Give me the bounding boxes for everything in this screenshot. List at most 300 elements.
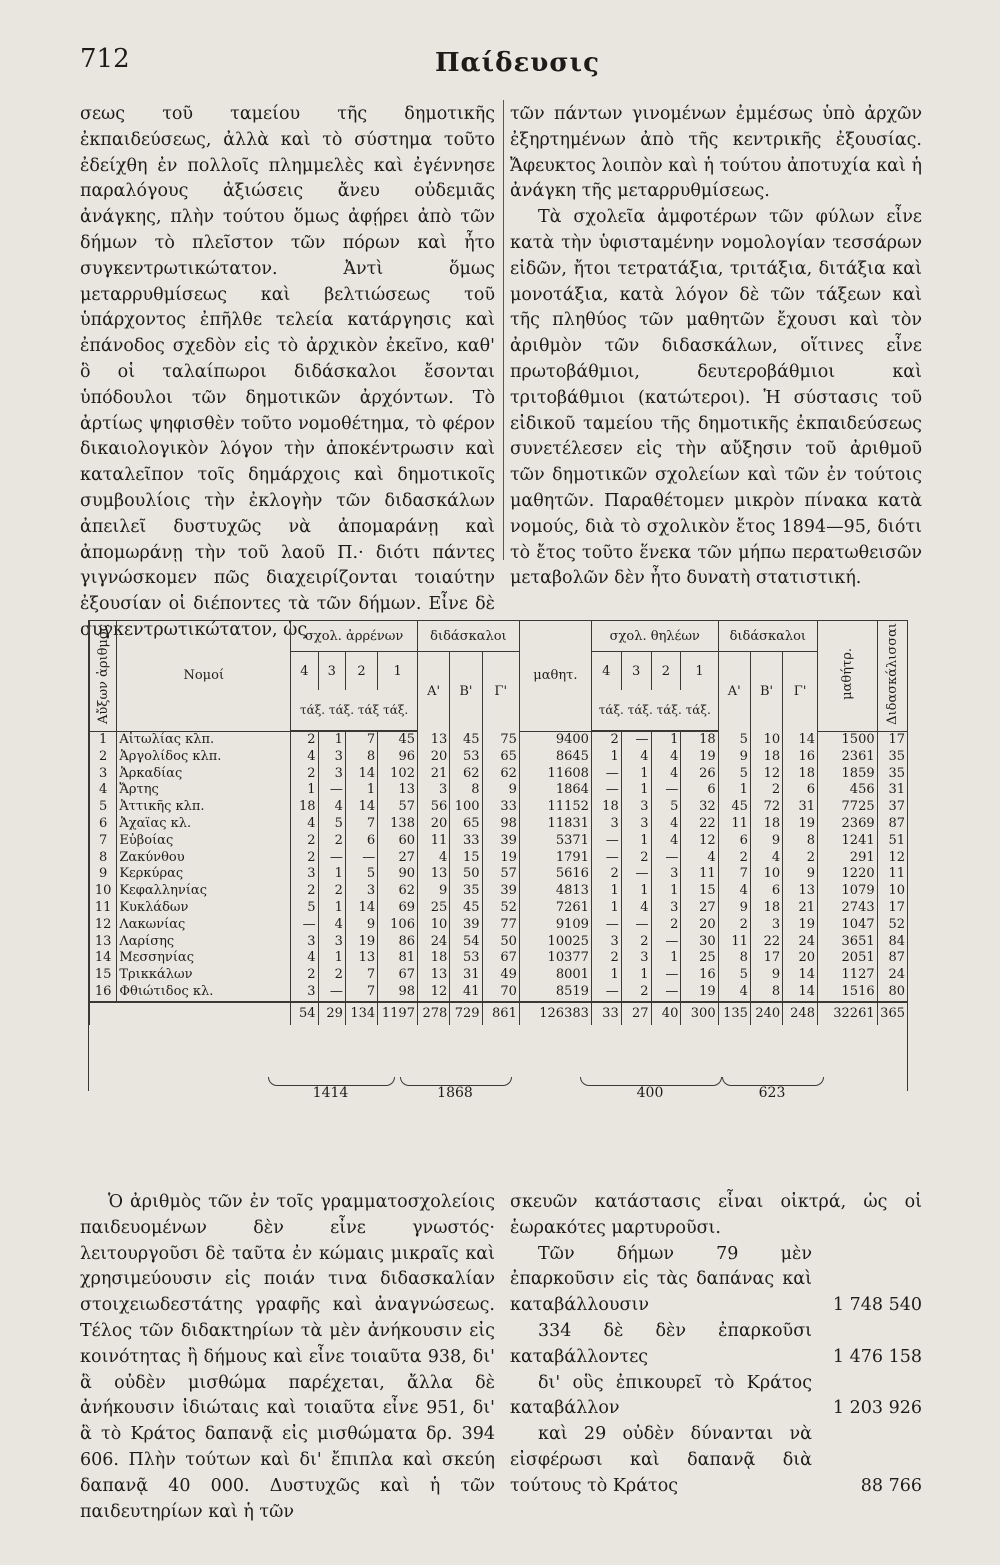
table-cell: 17 — [877, 900, 907, 917]
total-cell: 27 — [621, 1002, 651, 1025]
table-cell: 4 — [718, 984, 750, 1002]
table-cell: 1859 — [818, 766, 878, 783]
table-cell: 25 — [417, 900, 449, 917]
table-cell: 1 — [591, 749, 621, 766]
table-cell: 2 — [718, 917, 750, 934]
header-boys-1: 1 — [378, 652, 418, 691]
table-cell: 37 — [877, 799, 907, 816]
table-cell: 1 — [651, 950, 681, 967]
page-header — [80, 44, 920, 84]
table-cell: 1 — [651, 883, 681, 900]
table-cell: 1079 — [818, 883, 878, 900]
paragraph: σκευῶν κατάστασις εἶναι οἰκτρά, ὡς οἱ ἑωρακότες μαρτυροῦσι. — [510, 1192, 922, 1238]
table-cell: 27 — [681, 900, 718, 917]
total-cell: 240 — [750, 1002, 782, 1025]
table-cell: — — [651, 967, 681, 984]
table-cell: 57 — [482, 866, 519, 883]
table-cell: 52 — [482, 900, 519, 917]
table-cell: 80 — [877, 984, 907, 1002]
ledger-row — [510, 1319, 922, 1371]
table-cell: 4 — [718, 883, 750, 900]
table-cell: 21 — [783, 900, 818, 917]
table-cell: 49 — [482, 967, 519, 984]
table-cell: 11 — [718, 934, 750, 951]
header-girls-schools: σχολ. θηλέων — [591, 621, 718, 652]
table-cell: 3 — [318, 934, 345, 951]
table-cell: 8 — [750, 984, 782, 1002]
ledger-text: 334 δὲ δὲν ἐπαρκοῦσι καταβάλλοντες — [510, 1320, 812, 1367]
table-cell: 1 — [591, 900, 621, 917]
table-row — [90, 967, 908, 984]
ledger-amount: 1 203 926 — [832, 1398, 922, 1419]
ledger-row — [510, 1422, 922, 1499]
table-cell: 14 — [783, 967, 818, 984]
table-cell: 1791 — [519, 850, 591, 867]
table-cell: 50 — [482, 934, 519, 951]
table-cell: 45 — [450, 731, 482, 749]
total-cell: 861 — [482, 1002, 519, 1025]
table-cell: 11608 — [519, 766, 591, 783]
table-cell: 2 — [318, 883, 345, 900]
ledger-amount: 88 766 — [860, 1475, 922, 1496]
table-cell: 14 — [345, 799, 377, 816]
table-cell: 24 — [783, 934, 818, 951]
table-cell: 13 — [378, 782, 418, 799]
table-cell: — — [651, 850, 681, 867]
table-cell: 62 — [482, 766, 519, 783]
table-row — [90, 866, 908, 883]
ledger-amount: 1 748 540 — [832, 1295, 922, 1316]
table-cell: 2 — [318, 833, 345, 850]
table-cell: — — [651, 984, 681, 1002]
table-cell: 9 — [750, 833, 782, 850]
table-cell: 19 — [783, 917, 818, 934]
ledger-text: δι' οὓς ἐπικουρεῖ τὸ Κράτος καταβάλλον — [510, 1372, 812, 1419]
table-cell: 62 — [450, 766, 482, 783]
table-cell: 3 — [345, 883, 377, 900]
table-cell: 5 — [718, 766, 750, 783]
nomos-name: Ἀχαΐας κλ. — [117, 816, 291, 833]
table-cell: 2 — [621, 850, 651, 867]
table-cell: 3 — [591, 934, 621, 951]
table-cell: 3 — [621, 950, 651, 967]
table-cell: 9 — [783, 866, 818, 883]
table-cell: 19 — [345, 934, 377, 951]
table-cell: 11152 — [519, 799, 591, 816]
table-cell: 81 — [378, 950, 418, 967]
table-cell: 60 — [378, 833, 418, 850]
table-cell: 62 — [378, 883, 418, 900]
header-boys-grades: τάξ. τάξ. τάξ τάξ. — [291, 690, 418, 731]
total-cell: 32261 — [818, 1002, 878, 1025]
table-cell: 4 — [291, 749, 318, 766]
row-index: 5 — [90, 799, 117, 816]
table-cell: 3 — [750, 917, 782, 934]
header-nomos: Νομοί — [117, 621, 291, 731]
table-cell: 39 — [482, 833, 519, 850]
table-cell: — — [318, 782, 345, 799]
table-cell: 4 — [651, 749, 681, 766]
table-row — [90, 749, 908, 766]
table-cell: 2743 — [818, 900, 878, 917]
row-index: 8 — [90, 850, 117, 867]
table-cell: 11831 — [519, 816, 591, 833]
table-cell: 14 — [345, 766, 377, 783]
table-cell: — — [651, 782, 681, 799]
table-cell: 5 — [291, 900, 318, 917]
table-cell: 4 — [750, 850, 782, 867]
table-cell: 11 — [877, 866, 907, 883]
column-left-top — [80, 102, 495, 644]
table-cell: 5371 — [519, 833, 591, 850]
table-cell: — — [591, 917, 621, 934]
nomos-name: Ζακύνθου — [117, 850, 291, 867]
table-cell: 98 — [378, 984, 418, 1002]
table-cell: 1241 — [818, 833, 878, 850]
table-cell: 1 — [621, 782, 651, 799]
table-cell: 2 — [651, 917, 681, 934]
total-cell: 365 — [877, 1002, 907, 1025]
nomos-name: Τρικκάλων — [117, 967, 291, 984]
table-cell: 21 — [417, 766, 449, 783]
table-cell: 6 — [681, 782, 718, 799]
table-cell: 3 — [291, 934, 318, 951]
table-cell: 18 — [291, 799, 318, 816]
table-cell: 2051 — [818, 950, 878, 967]
table-cell: 9 — [750, 967, 782, 984]
column-left-bottom — [80, 1190, 495, 1525]
header-pupils: μαθητ. — [519, 621, 591, 731]
ledger-row — [510, 1242, 922, 1319]
table-cell: 18 — [783, 766, 818, 783]
total-cell: 29 — [318, 1002, 345, 1025]
column-right-bottom — [510, 1190, 922, 1500]
header-teacher-a: Α' — [417, 652, 449, 732]
table-cell: 31 — [450, 967, 482, 984]
table-cell: 5 — [318, 816, 345, 833]
table-cell: 24 — [877, 967, 907, 984]
table-cell: 26 — [681, 766, 718, 783]
table-cell: 3 — [651, 866, 681, 883]
ledger-amount: 1 476 158 — [832, 1346, 922, 1367]
table-cell: 65 — [450, 816, 482, 833]
table-cell: 52 — [877, 917, 907, 934]
table-cell: 14 — [783, 731, 818, 749]
table-cell: 4 — [621, 749, 651, 766]
table-cell: 9400 — [519, 731, 591, 749]
table-cell: 2 — [591, 866, 621, 883]
group-total-boys-schools: 1414 — [312, 1085, 349, 1101]
nomos-name: Εὐβοίας — [117, 833, 291, 850]
table-cell: 2 — [783, 850, 818, 867]
statistics-table — [88, 620, 908, 1091]
table-cell: 35 — [877, 749, 907, 766]
table-cell: 2369 — [818, 816, 878, 833]
table-cell: 14 — [345, 900, 377, 917]
table-cell: 6 — [783, 782, 818, 799]
table-cell: 5 — [345, 866, 377, 883]
table-cell: 32 — [681, 799, 718, 816]
table-cell: 1220 — [818, 866, 878, 883]
table-cell: 1 — [651, 731, 681, 749]
table-cell: 7 — [718, 866, 750, 883]
header-pupils-female: μαθήτρ. — [818, 621, 878, 731]
table-cell: 3 — [621, 799, 651, 816]
table-cell: 10377 — [519, 950, 591, 967]
table-cell: 102 — [378, 766, 418, 783]
row-index: 11 — [90, 900, 117, 917]
table-cell: 6 — [345, 833, 377, 850]
table-cell: 5616 — [519, 866, 591, 883]
page-number: 712 — [80, 44, 130, 74]
table-cell: 17 — [750, 950, 782, 967]
table-cell: 2 — [291, 850, 318, 867]
table-cell: 51 — [877, 833, 907, 850]
table-cell: 19 — [681, 749, 718, 766]
table-cell: 2 — [291, 883, 318, 900]
table-cell: 77 — [482, 917, 519, 934]
table-cell: 25 — [681, 950, 718, 967]
table-cell: 4 — [417, 850, 449, 867]
column-right-top — [510, 102, 922, 592]
row-index: 10 — [90, 883, 117, 900]
table-cell: 84 — [877, 934, 907, 951]
table-cell: 4 — [681, 850, 718, 867]
nomos-name: Λακωνίας — [117, 917, 291, 934]
nomos-name: Ἄρτης — [117, 782, 291, 799]
header-girls-grades: τάξ. τάξ. τάξ. τάξ. — [591, 690, 718, 731]
row-index: 3 — [90, 766, 117, 783]
table-cell: 9 — [718, 749, 750, 766]
table-cell: 13 — [417, 967, 449, 984]
table-cell: 19 — [783, 816, 818, 833]
total-cell: 134 — [345, 1002, 377, 1025]
table-cell: 1 — [318, 950, 345, 967]
header-boys-4: 4 — [291, 652, 318, 691]
table-row — [90, 883, 908, 900]
table-cell: 1516 — [818, 984, 878, 1002]
table-cell: 18 — [750, 749, 782, 766]
table-cell: 1 — [621, 833, 651, 850]
total-cell: 1197 — [378, 1002, 418, 1025]
table-row — [90, 900, 908, 917]
table-cell: 5 — [718, 967, 750, 984]
table-cell: 6 — [750, 883, 782, 900]
table-cell: 39 — [482, 883, 519, 900]
table-cell: 9 — [417, 883, 449, 900]
header-teachers-2: διδάσκαλοι — [718, 621, 817, 652]
table-cell: 12 — [877, 850, 907, 867]
nomos-name: Ἀρκαδίας — [117, 766, 291, 783]
group-total-girls-schools: 400 — [636, 1085, 664, 1101]
table-cell: 56 — [417, 799, 449, 816]
table-cell: 5 — [718, 731, 750, 749]
table-cell: 16 — [783, 749, 818, 766]
totals-row — [90, 1002, 908, 1025]
table-cell: 1500 — [818, 731, 878, 749]
table-cell: — — [591, 782, 621, 799]
table-cell: 10 — [417, 917, 449, 934]
table-cell: 7 — [345, 984, 377, 1002]
paragraph: τῶν πάντων γινομένων ἐμμέσως ὑπὸ ἀρχῶν ἐξηρτημένων ἀπὸ τῆς κεντρικῆς ἐξουσίας. Ἄφευκτος λοιπὸν καὶ ἡ τούτου ἀποτυχία καὶ ἡ ἀνάγκη τῆς μεταρρυθμίσεως. — [510, 104, 922, 202]
table-cell: 3 — [291, 984, 318, 1002]
column-divider — [503, 100, 504, 560]
row-index: 15 — [90, 967, 117, 984]
table-cell: 3 — [291, 866, 318, 883]
table-cell: 13 — [783, 883, 818, 900]
paragraph: σεως τοῦ ταμείου τῆς δημοτικῆς ἐκπαιδεύσεως, ἀλλὰ καὶ τὸ σύστημα τοῦτο ἐδείχθη ἐν πολλοῖς πλημμελὲς καὶ ἐγέννησε παραλόγους ἀξιώσεις ἄνευ οὐδεμιᾶς ἀνάγκης, πλὴν τούτου ὅμως ἀφῄρει ἀπὸ τῶν δήμων τὸ πλεῖστον τῶν πόρων καὶ ἦτο συγκεντρωτικώτατον. Ἀντὶ ὅμως μεταρρυθμίσεως καὶ βελτιώσεως τοῦ ὑπάρχοντος ἐπῆλθε τελεία κατάργησις καὶ ἐπάνοδος σχεδὸν εἰς τὸ ἀρχικὸν ἐκεῖνο, καθ' ὃ οἱ ταλαίπωροι διδάσκαλοι ἔσονται ὑπόδουλοι τῶν δημοτικῶν ἀρχόντων. Τὸ ἀρτίως ψηφισθὲν τοῦτο νομοθέτημα, τὸ φέρον δικαιολογικὸν λόγον τὴν ἀποκέντρωσιν καὶ καταλεῖπον τοῖς δημάρχοις καὶ δημοτικοῖς συμβουλίοις τὴν ἐκλογὴν τῶν διδασκάλων ἀπειλεῖ δυστυχῶς νὰ ἀπομαράνῃ καὶ ἀπομωράνῃ τὴν τοῦ λαοῦ Π.· διότι πάντες γιγνώσκομεν πῶς διαχειρίζονται τοιαύτην ἐξουσίαν οἱ διέποντες τὰ τῶν δήμων. Εἶνε δὲ συγκεντρωτικώτατον, ὡς — [80, 104, 495, 640]
paragraph: Τὰ σχολεῖα ἀμφοτέρων τῶν φύλων εἶνε κατὰ τὴν ὑφισταμένην νομολογίαν τεσσάρων εἰδῶν, ἤτοι τετρατάξια, τριτάξια, διτάξια καὶ μονοτάξια, κατὰ λόγον δὲ τῶν τάξεων καὶ τῆς πληθύος τῶν μαθητῶν ἔχουσι καὶ τὸν ἀριθμὸν τῶν διδασκάλων, οἵτινες εἶνε πρωτοβάθμιοι, δευτεροβάθμιοι καὶ τριτοβάθμιοι (κατώτεροι). Ἡ σύστασις τοῦ εἰδικοῦ ταμείου τῆς δημοτικῆς ἐκπαιδεύσεως συνετέλεσεν εἰς τὴν αὔξησιν τοῦ ἀριθμοῦ τῶν δημοτικῶν σχολείων καὶ τῶν ἐν τούτοις μαθητῶν. Παραθέτομεν μικρὸν πίνακα κατὰ νομούς, διὰ τὸ σχολικὸν ἔτος 1894—95, διότι τὸ ἔτος τοῦτο ἕνεκα τῶν μήπω περατωθεισῶν μεταβολῶν δὲν ἦτο δυνατὴ στατιστική. — [510, 207, 922, 589]
header-teacher2-c: Γ' — [783, 652, 818, 732]
table-cell: 2 — [591, 731, 621, 749]
table-cell: 13 — [417, 866, 449, 883]
table-cell: 3 — [417, 782, 449, 799]
table-row — [90, 731, 908, 749]
table-cell: 13 — [345, 950, 377, 967]
table-cell: 3651 — [818, 934, 878, 951]
table-cell: 1 — [591, 967, 621, 984]
table-cell: 2 — [291, 766, 318, 783]
table-cell: 19 — [482, 850, 519, 867]
table-cell: 12 — [417, 984, 449, 1002]
total-cell: 729 — [450, 1002, 482, 1025]
table-cell: 8 — [450, 782, 482, 799]
table-cell: 20 — [681, 917, 718, 934]
table-cell: — — [345, 850, 377, 867]
table-cell: — — [621, 917, 651, 934]
header-girls-1: 1 — [681, 652, 718, 691]
table-cell: 8 — [783, 833, 818, 850]
table-cell: 8645 — [519, 749, 591, 766]
total-cell: 54 — [291, 1002, 318, 1025]
table-cell: 98 — [482, 816, 519, 833]
table-cell: 87 — [877, 950, 907, 967]
header-teachers: διδάσκαλοι — [417, 621, 519, 652]
table-cell: 2361 — [818, 749, 878, 766]
nomos-name: Αἰτωλίας κλπ. — [117, 731, 291, 749]
total-cell: 278 — [417, 1002, 449, 1025]
table-cell: 45 — [718, 799, 750, 816]
table-cell: — — [318, 850, 345, 867]
table-cell: 10 — [750, 731, 782, 749]
table-cell: 72 — [750, 799, 782, 816]
total-cell: 300 — [681, 1002, 718, 1025]
table-cell: 7 — [345, 731, 377, 749]
table-row — [90, 984, 908, 1002]
table-cell: 2 — [318, 967, 345, 984]
table-cell: — — [621, 866, 651, 883]
table-cell: — — [591, 984, 621, 1002]
table-cell: 54 — [450, 934, 482, 951]
table-row — [90, 850, 908, 867]
table-cell: 4 — [318, 799, 345, 816]
table-cell: 3 — [651, 900, 681, 917]
table-cell: 10 — [877, 883, 907, 900]
table-cell: 11 — [718, 816, 750, 833]
table-cell: 9 — [482, 782, 519, 799]
table-cell: 16 — [681, 967, 718, 984]
table-cell: 53 — [450, 950, 482, 967]
table-row — [90, 816, 908, 833]
nomos-name: Μεσσηνίας — [117, 950, 291, 967]
table-cell: 14 — [783, 984, 818, 1002]
table-cell: 4 — [651, 816, 681, 833]
nomos-name: Ἀττικῆς κλπ. — [117, 799, 291, 816]
row-index: 12 — [90, 917, 117, 934]
table-row — [90, 782, 908, 799]
running-title: Παίδευσις — [435, 48, 600, 78]
table-cell: 1 — [291, 782, 318, 799]
table-cell: 67 — [378, 967, 418, 984]
row-index: 7 — [90, 833, 117, 850]
group-totals — [260, 1075, 910, 1120]
header-index: Αὔξων ἀριθμός — [90, 621, 117, 731]
table-cell: 22 — [681, 816, 718, 833]
table-cell: 86 — [378, 934, 418, 951]
table-cell: 70 — [482, 984, 519, 1002]
ledger-text: Τῶν δήμων 79 μὲν ἐπαρκοῦσιν εἰς τὰς δαπάνας καὶ καταβάλλουσιν — [510, 1243, 812, 1316]
ledger-text: καὶ 29 οὐδὲν δύνανται νὰ εἰσφέρωσι καὶ δαπανᾷ διὰ τούτους τὸ Κράτος — [510, 1424, 812, 1496]
group-total-teachers-2: 623 — [758, 1085, 786, 1101]
table-cell: 17 — [877, 731, 907, 749]
nomos-name: Λαρίσης — [117, 934, 291, 951]
total-cell: 248 — [783, 1002, 818, 1025]
table-cell: 9 — [718, 900, 750, 917]
table-cell: 50 — [450, 866, 482, 883]
table-cell: 3 — [591, 816, 621, 833]
header-boys-2: 2 — [345, 652, 377, 691]
table-cell: 2 — [291, 731, 318, 749]
table-cell: 4 — [291, 816, 318, 833]
table-cell: 8001 — [519, 967, 591, 984]
table-cell: 8 — [345, 749, 377, 766]
table-cell: 7725 — [818, 799, 878, 816]
table-row — [90, 950, 908, 967]
table-cell: 11 — [417, 833, 449, 850]
table-cell: 35 — [450, 883, 482, 900]
table-cell: 2 — [591, 950, 621, 967]
table-cell: 18 — [750, 900, 782, 917]
table-cell: 90 — [378, 866, 418, 883]
table-cell: — — [651, 934, 681, 951]
header-teacher-b: Β' — [450, 652, 482, 732]
total-cell: 135 — [718, 1002, 750, 1025]
table-cell: 20 — [417, 816, 449, 833]
table-cell: 13 — [417, 731, 449, 749]
table-cell: 1 — [591, 883, 621, 900]
row-index: 6 — [90, 816, 117, 833]
table-cell: 4 — [318, 917, 345, 934]
table-cell: 39 — [450, 917, 482, 934]
table-cell: 100 — [450, 799, 482, 816]
table-cell: 10 — [750, 866, 782, 883]
table-cell: 1 — [318, 731, 345, 749]
table-cell: — — [621, 731, 651, 749]
header-girls-4: 4 — [591, 652, 621, 691]
table-cell: 2 — [291, 833, 318, 850]
header-girls-2: 2 — [651, 652, 681, 691]
table-cell: 4 — [291, 950, 318, 967]
table-cell: 75 — [482, 731, 519, 749]
group-total-teachers: 1868 — [437, 1085, 473, 1101]
table-cell: 6 — [718, 833, 750, 850]
table-row — [90, 766, 908, 783]
table-cell: 2 — [291, 967, 318, 984]
table-cell: 12 — [681, 833, 718, 850]
nomos-name: Κυκλάδων — [117, 900, 291, 917]
row-index: 9 — [90, 866, 117, 883]
nomos-name: Ἀργολίδος κλπ. — [117, 749, 291, 766]
